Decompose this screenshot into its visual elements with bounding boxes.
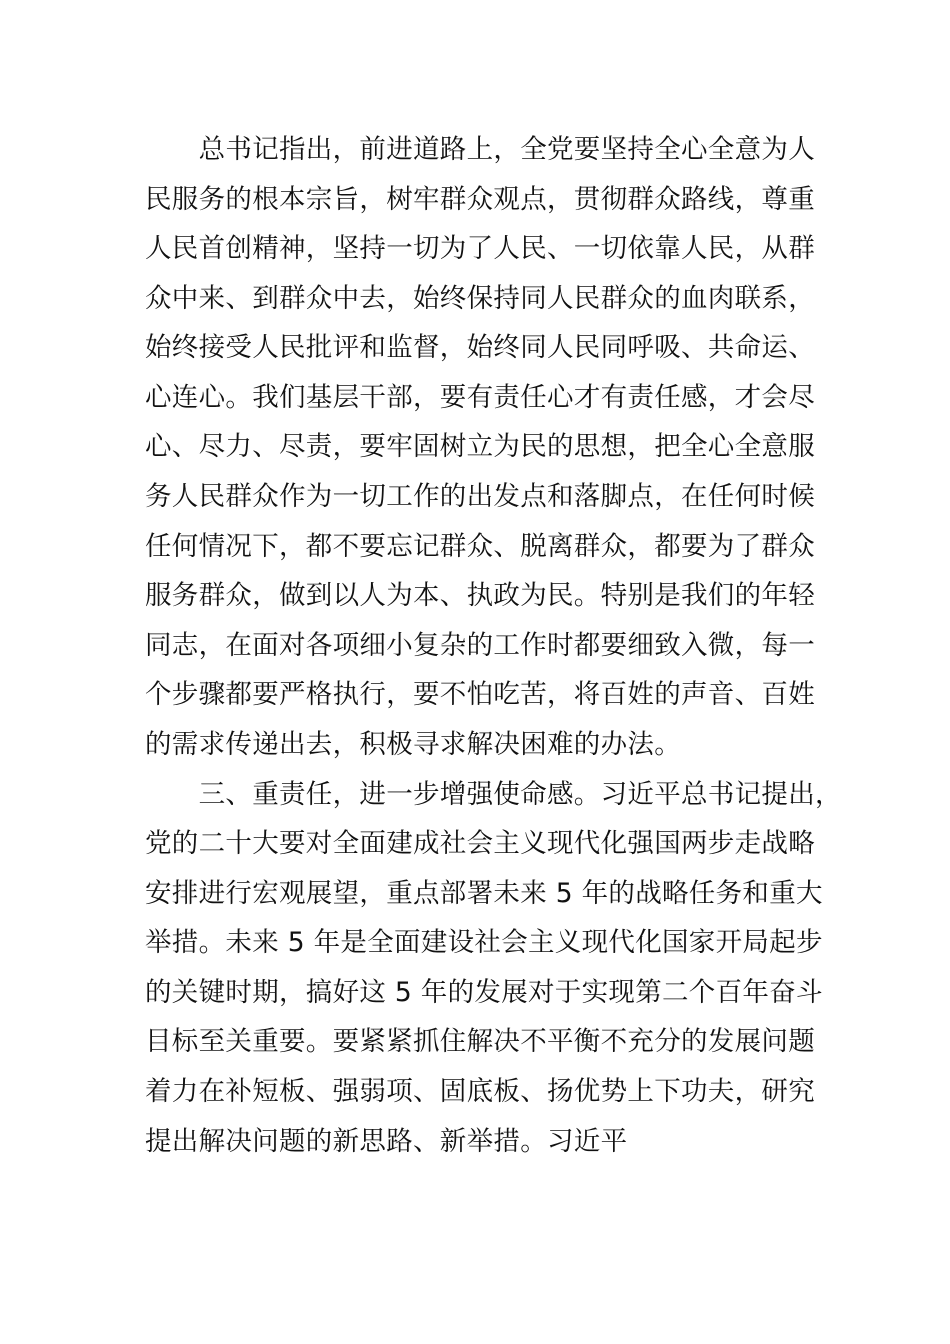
text-line: 始终接受人民批评和监督，始终同人民同呼吸、共命运、 <box>145 332 815 363</box>
text-line: 务人民群众作为一切工作的出发点和落脚点，在任何时候 <box>145 481 815 512</box>
text-line: 三、重责任，进一步增强使命感。习近平总书记提出， <box>145 779 842 810</box>
text-line: 总书记指出，前进道路上，全党要坚持全心全意为人 <box>145 134 815 165</box>
text-line: 安排进行宏观展望，重点部署未来 5 年的战略任务和重大 <box>145 878 823 909</box>
text-line: 民服务的根本宗旨，树牢群众观点，贯彻群众路线，尊重 <box>145 184 815 215</box>
text-line: 人民首创精神，坚持一切为了人民、一切依靠人民，从群 <box>145 233 815 264</box>
text-line: 同志，在面对各项细小复杂的工作时都要细致入微，每一 <box>145 630 815 661</box>
text-line: 党的二十大要对全面建成社会主义现代化强国两步走战略 <box>145 828 815 859</box>
text-line: 个步骤都要严格执行，要不怕吃苦，将百姓的声音、百姓 <box>145 679 815 710</box>
text-line: 举措。未来 5 年是全面建设社会主义现代化国家开局起步 <box>145 927 823 958</box>
text-line: 的需求传递出去，积极寻求解决困难的办法。 <box>145 729 681 760</box>
text-line: 目标至关重要。要紧紧抓住解决不平衡不充分的发展问题 <box>145 1026 815 1057</box>
text-line: 心连心。我们基层干部，要有责任心才有责任感，才会尽 <box>145 382 815 413</box>
text-line: 的关键时期，搞好这 5 年的发展对于实现第二个百年奋斗 <box>145 977 823 1008</box>
text-line: 心、尽力、尽责，要牢固树立为民的思想，把全心全意服 <box>145 431 815 462</box>
text-line: 任何情况下，都不要忘记群众、脱离群众，都要为了群众 <box>145 531 815 562</box>
text-line: 众中来、到群众中去，始终保持同人民群众的血肉联系， <box>145 283 815 314</box>
text-line: 着力在补短板、强弱项、固底板、扬优势上下功夫，研究 <box>145 1076 815 1107</box>
text-line: 服务群众，做到以人为本、执政为民。特别是我们的年轻 <box>145 580 815 611</box>
text-line: 提出解决问题的新思路、新举措。习近平 <box>145 1126 628 1157</box>
